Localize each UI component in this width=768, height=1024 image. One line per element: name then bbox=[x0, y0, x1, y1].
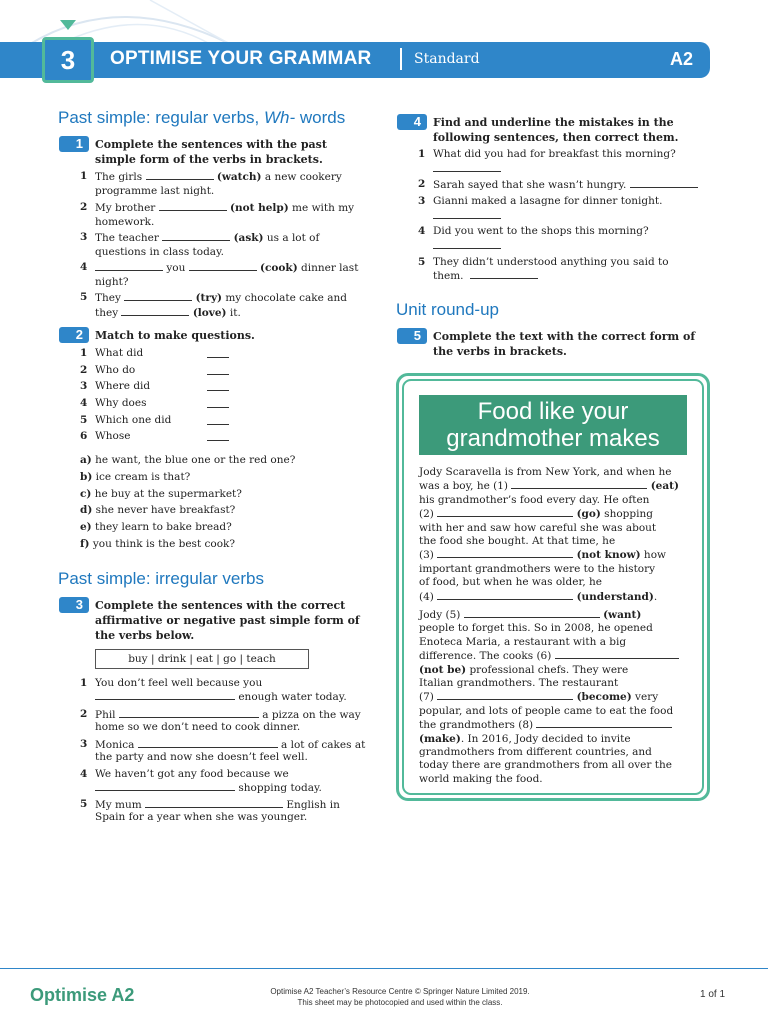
exercise-5-instruction: Complete the text with the correct form of the verbs in brackets. bbox=[433, 330, 696, 358]
exercise-2-instruction: Match to make questions. bbox=[95, 329, 255, 342]
exercise-4-instruction: Find and underline the mistakes in the following sentences, then correct them. bbox=[433, 116, 679, 144]
match-answer-line bbox=[207, 390, 229, 391]
page-number: 1 of 1 bbox=[700, 989, 726, 1000]
match-answer-line bbox=[207, 407, 229, 408]
match-answer-line bbox=[207, 374, 229, 375]
unit-marker-icon bbox=[60, 20, 76, 30]
worksheet-title: OPTIMISE YOUR GRAMMAR bbox=[110, 48, 372, 69]
match-answer-line bbox=[207, 424, 229, 425]
section-title-irregular-verbs: Past simple: irregular verbs bbox=[58, 569, 264, 588]
match-option: d) she never have breakfast? bbox=[80, 504, 236, 516]
exercise-number-3: 3 bbox=[59, 597, 89, 613]
section-title-unit-round-up: Unit round-up bbox=[396, 300, 500, 319]
exercise-number-1: 1 bbox=[59, 136, 89, 152]
verb-bank: buy | drink | eat | go | teach bbox=[95, 649, 309, 669]
match-answer-line bbox=[207, 440, 229, 441]
header-decoration bbox=[0, 0, 768, 44]
match-answer-line bbox=[207, 357, 229, 358]
footer-brand: Optimise A2 bbox=[30, 985, 135, 1005]
title-divider bbox=[400, 48, 402, 70]
section-title-regular-verbs: Past simple: regular verbs, Wh- words bbox=[58, 108, 346, 127]
footer-divider bbox=[0, 968, 768, 969]
unit-number-badge: 3 bbox=[42, 37, 94, 83]
worksheet-level: Standard bbox=[414, 51, 480, 67]
match-option: c) he buy at the supermarket? bbox=[80, 488, 242, 500]
match-option: e) they learn to bake bread? bbox=[80, 521, 232, 533]
exercise-1-instruction: Complete the sentences with the past simple form of the verbs in brackets. bbox=[95, 138, 327, 166]
story-paragraph-1: Jody Scaravella is from New York, and when he was a boy, he (1) (eat) his grandmother’s food every day. He often (2) (go) shopping with her and saw how careful she was about the food she bought. At that time, he (3) (not know) how important grandmothers were to the history of food, but when he was older, he (4) (understand). bbox=[419, 466, 679, 603]
match-option: a) he want, the blue one or the red one? bbox=[80, 454, 296, 466]
exercise-number-5: 5 bbox=[397, 328, 427, 344]
exercise-number-4: 4 bbox=[397, 114, 427, 130]
match-option: b) ice cream is that? bbox=[80, 471, 191, 483]
exercise-3-instruction: Complete the sentences with the correct affirmative or negative past simple form of the verbs below. bbox=[95, 599, 360, 642]
exercise-number-2: 2 bbox=[59, 327, 89, 343]
story-title: Food like your grandmother makes bbox=[419, 395, 687, 455]
cefr-level: A2 bbox=[670, 49, 694, 69]
match-option: f) you think is the best cook? bbox=[80, 538, 236, 550]
footer-copyright: Optimise A2 Teacher’s Resource Centre © Springer Nature Limited 2019. This sheet may be photocopied and used within the class. bbox=[270, 987, 530, 1007]
story-paragraph-2: Jody (5) (want) people to forget this. So in 2008, he opened Enoteca Maria, a restaurant with a big difference. The cooks (6) (not be) professional chefs. They were Italian grandmothers. The restaurant (7) (become) very popular, and lots of people came to eat the food the grandmothers (8) (make). In 2016, Jody decided to invite grandmothers from different countries, and today there are grandmothers from all over the world making the food. bbox=[419, 608, 689, 786]
